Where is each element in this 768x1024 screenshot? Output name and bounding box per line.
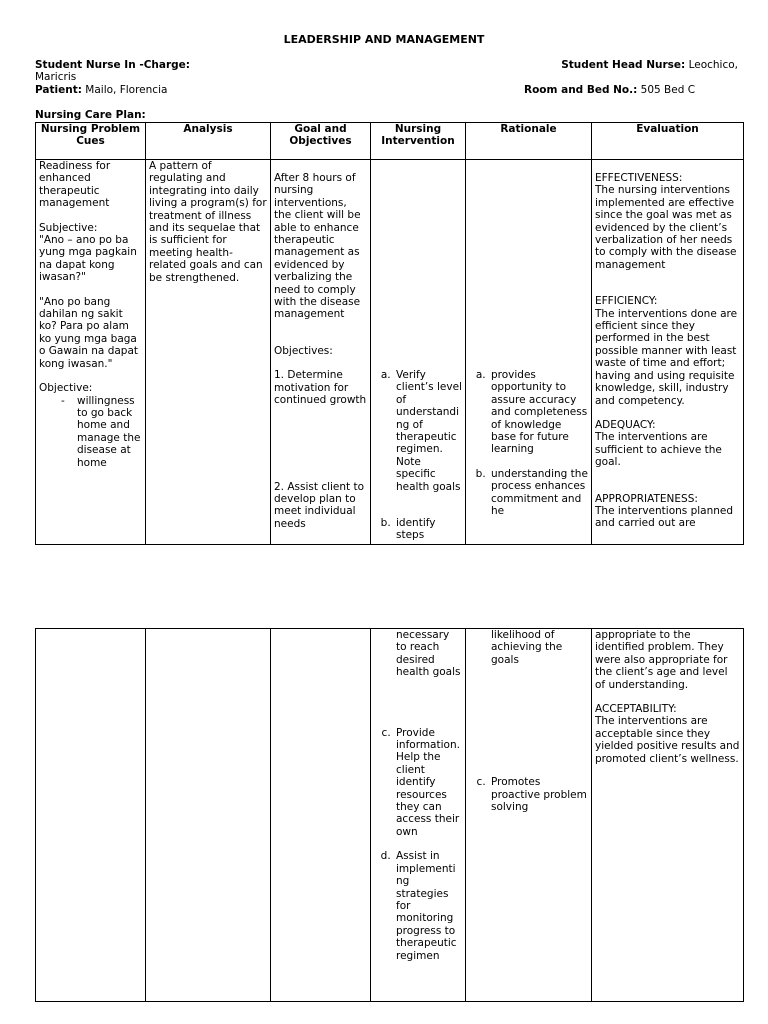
effectiveness-text: The nursing interventions implemented are effective since the goal was met as evidenced by the client’s verbalization of her needs to comply with the disease management bbox=[595, 184, 737, 271]
diagnosis-text: Readiness for enhanced therapeutic management bbox=[39, 160, 111, 210]
col-header-intervention: Nursing Intervention bbox=[371, 123, 466, 160]
acceptability-label: ACCEPTABILITY: bbox=[595, 703, 677, 716]
patient-line bbox=[35, 84, 167, 96]
room-bed-value: 505 Bed C bbox=[640, 84, 696, 96]
care-plan-table-page2 bbox=[35, 628, 744, 1002]
student-nurse-value: Maricris bbox=[35, 71, 77, 83]
efficiency-label: EFFICIENCY: bbox=[595, 295, 658, 308]
appropriateness-text: The interventions planned and carried out are bbox=[595, 504, 734, 530]
intervention-b: b. identify steps bbox=[394, 517, 462, 542]
patient-label: Patient: bbox=[35, 84, 82, 96]
room-bed-line bbox=[524, 84, 695, 96]
nursing-care-plan-label: Nursing Care Plan: bbox=[35, 109, 146, 121]
cues-cell-continued bbox=[36, 629, 146, 1002]
adequacy-label: ADEQUACY: bbox=[595, 418, 656, 431]
col-header-evaluation: Evaluation bbox=[592, 123, 744, 160]
subjective-label: Subjective: bbox=[39, 221, 98, 234]
patient-value: Mailo, Florencia bbox=[85, 84, 168, 96]
intervention-c: c. Provide information. Help the client identify resources they can access their own bbox=[394, 727, 462, 839]
subjective-quote-1: "Ano – ano po ba yung mga pagkain na dapat kong iwasan?" bbox=[39, 234, 137, 284]
intervention-cell bbox=[371, 160, 466, 545]
cues-cell bbox=[36, 160, 146, 545]
objective-item: - willingness to go back home and manage the disease at home bbox=[61, 395, 142, 469]
evaluation-cell bbox=[592, 160, 744, 545]
analysis-cell-continued bbox=[146, 629, 271, 1002]
subjective-quote-2: "Ano po bang dahilan ng sakit ko? Para po alam ko yung mga baga o Gawain na dapat kong iwasan." bbox=[39, 295, 139, 370]
rationale-a: a. provides opportunity to assure accuracy and completeness of knowledge base for future learning bbox=[489, 369, 588, 456]
intervention-a: a. Verify client’s level of understandi ng of therapeutic regimen. Note specific health goals bbox=[394, 369, 462, 493]
goal-cell-continued bbox=[271, 629, 371, 1002]
rationale-b-continued: likelihood of achieving the goals bbox=[491, 629, 563, 666]
adequacy-text: The interventions are sufficient to achieve the goal. bbox=[595, 431, 722, 469]
effectiveness-label: EFFECTIVENESS: bbox=[595, 172, 683, 184]
col-header-analysis: Analysis bbox=[146, 123, 271, 160]
rationale-b: b. understanding the process enhances commitment and he bbox=[489, 468, 588, 518]
student-nurse-in-charge bbox=[35, 59, 190, 71]
rationale-cell-continued bbox=[466, 629, 592, 1002]
intervention-cell-continued bbox=[371, 629, 466, 1002]
room-bed-label: Room and Bed No.: bbox=[524, 84, 638, 96]
objective-1: 1. Determine motivation for continued growth bbox=[274, 369, 367, 407]
intervention-b-continued: necessary to reach desired health goals bbox=[396, 629, 461, 679]
goal-text: After 8 hours of nursing interventions, the client will be able to enhance therapeutic management as evidenced by verbalizing the need to comply with the disease management bbox=[274, 172, 361, 321]
objective-2: 2. Assist client to develop plan to meet individual needs bbox=[274, 480, 365, 530]
col-header-rationale: Rationale bbox=[466, 123, 592, 160]
col-header-cues: Nursing Problem Cues bbox=[36, 123, 146, 160]
appropriateness-text-continued: appropriate to the identified problem. They were also appropriate for the client’s age and level of understanding. bbox=[595, 629, 728, 691]
rationale-c: c. Promotes proactive problem solving bbox=[489, 776, 588, 813]
student-head-nurse bbox=[561, 59, 738, 71]
analysis-cell bbox=[146, 160, 271, 545]
objectives-label: Objectives: bbox=[274, 344, 333, 357]
rationale-cell bbox=[466, 160, 592, 545]
document-title: LEADERSHIP AND MANAGEMENT bbox=[283, 33, 485, 46]
objective-label: Objective: bbox=[39, 382, 93, 395]
intervention-d: d. Assist in implementi ng strategies for monitoring progress to therapeutic regimen bbox=[394, 850, 462, 962]
student-head-nurse-label: Student Head Nurse: bbox=[561, 59, 686, 71]
evaluation-cell-continued bbox=[592, 629, 744, 1002]
efficiency-text: The interventions done are efficient since they performed in the best possible manner with least waste of time and effort; having and using requisite knowledge, skill, industry and competency. bbox=[595, 307, 738, 407]
care-plan-table-page1 bbox=[35, 122, 744, 545]
student-nurse-label: Student Nurse In -Charge: bbox=[35, 59, 190, 71]
goal-cell bbox=[271, 160, 371, 545]
col-header-goal: Goal and Objectives bbox=[271, 123, 371, 160]
appropriateness-label: APPROPRIATENESS: bbox=[595, 492, 698, 505]
analysis-text: A pattern of regulating and integrating into daily living a program(s) for treatment of illness and its sequelae that is sufficient for meeting health-related goals and can be strengthened. bbox=[149, 160, 267, 284]
acceptability-text: The interventions are acceptable since they yielded positive results and promoted client’s wellness. bbox=[595, 715, 740, 765]
student-head-nurse-value: Leochico, bbox=[688, 59, 738, 71]
